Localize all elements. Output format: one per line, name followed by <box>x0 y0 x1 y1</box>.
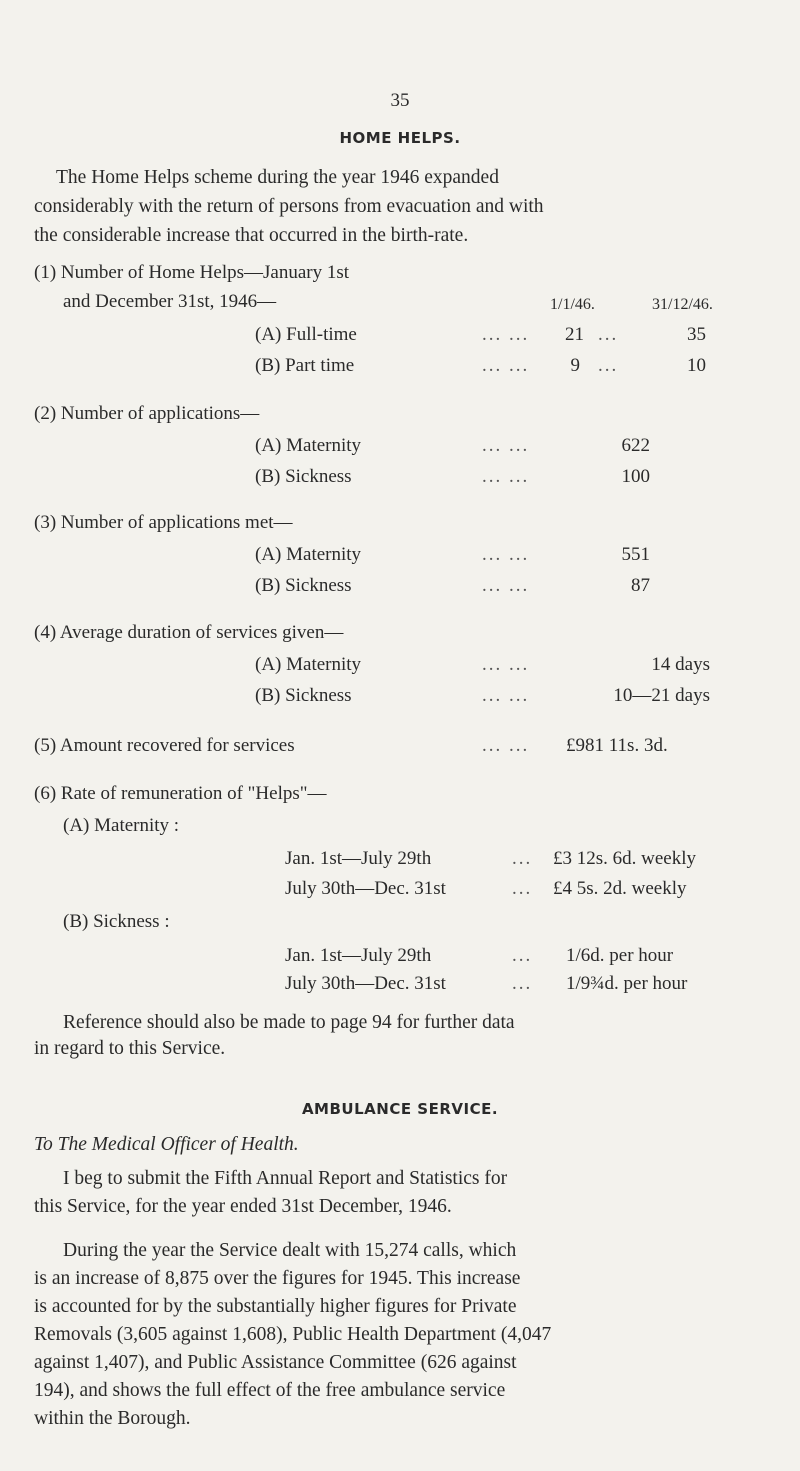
q2-maternity-value: 622 <box>621 435 650 456</box>
ambulance-para1-line-1: I beg to submit the Fifth Annual Report and Statistics for <box>63 1168 508 1189</box>
q6-maternity-period-2: July 30th—Dec. 31st <box>285 878 446 899</box>
q2-maternity-dots: ... ... <box>482 435 530 456</box>
q6-maternity-rate-1: £3 12s. 6d. weekly <box>553 848 697 869</box>
q3-maternity-value: 551 <box>621 544 650 565</box>
q1-row-parttime-v2: 10 <box>687 355 706 376</box>
q1-label-line-2: and December 31st, 1946— <box>63 291 277 312</box>
q4-sickness-value: 10—21 days <box>613 685 710 706</box>
ambulance-title: AMBULANCE SERVICE. <box>301 1100 499 1118</box>
q1-row-fulltime-v1: 21 <box>565 324 584 345</box>
q2-maternity-label: (A) Maternity <box>255 435 362 456</box>
q1-row-parttime-v1: 9 <box>570 355 580 376</box>
q3-maternity-label: (A) Maternity <box>255 544 362 565</box>
q4-maternity-label: (A) Maternity <box>255 654 362 675</box>
q5-dots: ... ... <box>482 735 530 756</box>
q1-row-fulltime-v2: 35 <box>687 324 706 345</box>
ambulance-para2-line-1: During the year the Service dealt with 15,274 calls, which <box>63 1240 517 1261</box>
ambulance-para2-line-7: within the Borough. <box>34 1408 191 1429</box>
q6-maternity-dots-2: ... <box>512 878 533 899</box>
ambulance-para2-line-3: is accounted for by the substantially higher figures for Private <box>34 1296 517 1317</box>
q3-label: (3) Number of applications met— <box>34 512 293 533</box>
intro-line-1: The Home Helps scheme during the year 1946 expanded <box>56 167 499 188</box>
q4-label: (4) Average duration of services given— <box>34 622 344 643</box>
q1-row-parttime-label: (B) Part time <box>255 355 355 376</box>
q6-sickness-dots-2: ... <box>512 973 533 994</box>
q1-row-parttime-dots2: ... <box>598 355 619 376</box>
q5-label: (5) Amount recovered for services <box>34 735 295 756</box>
intro-line-3: the considerable increase that occurred in the birth-rate. <box>34 225 469 246</box>
q1-row-parttime-dots: ... ... <box>482 355 530 376</box>
q6-maternity-label: (A) Maternity : <box>63 815 180 836</box>
q6-sickness-rate-2: 1/9¾d. per hour <box>566 973 688 994</box>
ambulance-salutation: To The Medical Officer of Health. <box>34 1134 299 1155</box>
ambulance-para1-line-2: this Service, for the year ended 31st December, 1946. <box>34 1196 452 1217</box>
q3-sickness-dots: ... ... <box>482 575 530 596</box>
home-helps-title: HOME HELPS. <box>339 129 461 147</box>
q6-sickness-dots-1: ... <box>512 945 533 966</box>
q6-sickness-label: (B) Sickness : <box>63 911 170 932</box>
q3-maternity-dots: ... ... <box>482 544 530 565</box>
ambulance-para2-line-5: against 1,407), and Public Assistance Committee (626 against <box>34 1352 517 1373</box>
q2-sickness-label: (B) Sickness <box>255 466 352 487</box>
ambulance-para2-line-4: Removals (3,605 against 1,608), Public Health Department (4,047 <box>34 1324 552 1345</box>
q6-maternity-period-1: Jan. 1st—July 29th <box>285 848 432 869</box>
q3-sickness-value: 87 <box>631 575 650 596</box>
reference-line-2: in regard to this Service. <box>34 1038 226 1059</box>
ambulance-para2-line-2: is an increase of 8,875 over the figures for 1945. This increase <box>34 1268 521 1289</box>
q6-label: (6) Rate of remuneration of "Helps"— <box>34 783 327 804</box>
q6-maternity-dots-1: ... <box>512 848 533 869</box>
q5-value: £981 11s. 3d. <box>566 735 668 756</box>
intro-line-2: considerably with the return of persons from evacuation and with <box>34 196 544 217</box>
q1-col2-header: 31/12/46. <box>652 296 713 313</box>
q6-maternity-rate-2: £4 5s. 2d. weekly <box>553 878 687 899</box>
page-number: 35 <box>390 90 410 111</box>
ambulance-para2-line-6: 194), and shows the full effect of the free ambulance service <box>34 1380 506 1401</box>
reference-line-1: Reference should also be made to page 94 for further data <box>63 1012 515 1033</box>
q1-row-fulltime-label: (A) Full-time <box>255 324 357 345</box>
q4-maternity-dots: ... ... <box>482 654 530 675</box>
q2-label: (2) Number of applications— <box>34 403 260 424</box>
q2-sickness-value: 100 <box>621 466 650 487</box>
q1-col1-header: 1/1/46. <box>550 296 595 313</box>
q4-maternity-value: 14 days <box>651 654 710 675</box>
q6-sickness-period-1: Jan. 1st—July 29th <box>285 945 432 966</box>
q2-sickness-dots: ... ... <box>482 466 530 487</box>
q1-row-fulltime-dots: ... ... <box>482 324 530 345</box>
q1-row-fulltime-dots2: ... <box>598 324 619 345</box>
q4-sickness-label: (B) Sickness <box>255 685 352 706</box>
q6-sickness-rate-1: 1/6d. per hour <box>566 945 674 966</box>
q4-sickness-dots: ... ... <box>482 685 530 706</box>
q3-sickness-label: (B) Sickness <box>255 575 352 596</box>
q6-sickness-period-2: July 30th—Dec. 31st <box>285 973 446 994</box>
q1-label-line-1: (1) Number of Home Helps—January 1st <box>34 262 350 283</box>
